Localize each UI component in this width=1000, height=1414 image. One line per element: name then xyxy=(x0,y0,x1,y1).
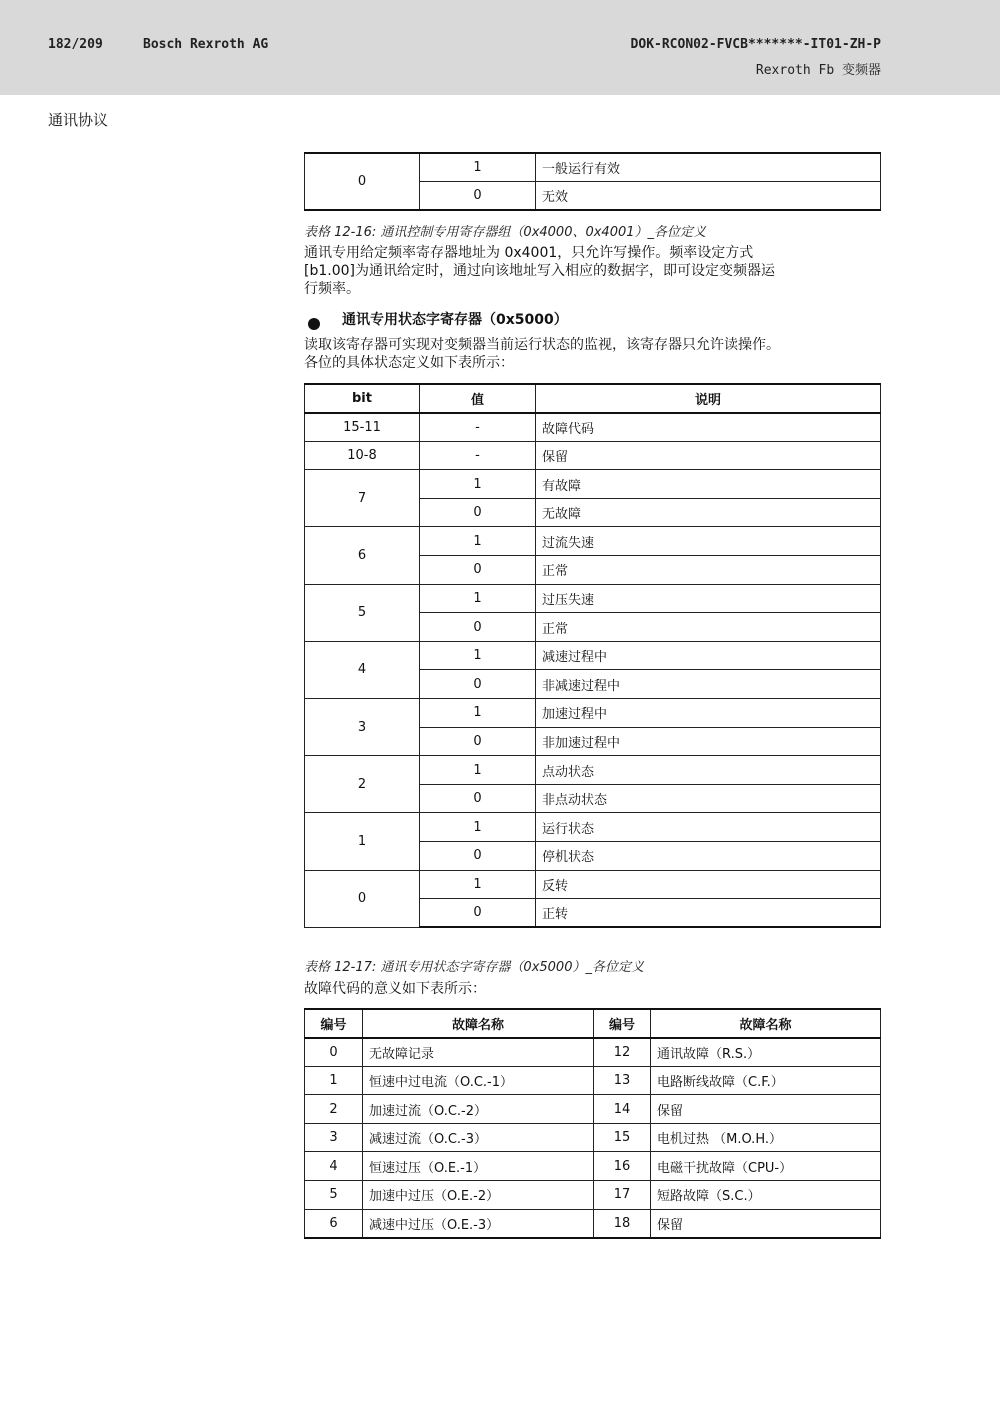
column-header-code: 编号 xyxy=(305,1009,363,1038)
desc-cell: 有故障 xyxy=(536,470,881,499)
desc-cell: 故障代码 xyxy=(536,413,881,442)
value-cell: 1 xyxy=(420,870,536,899)
control-register-table-continued xyxy=(304,152,881,211)
column-header-description: 说明 xyxy=(536,384,881,413)
code-cell: 6 xyxy=(305,1209,363,1238)
table-header-row xyxy=(305,384,881,413)
bit-cell: 1 xyxy=(305,813,420,870)
paragraph-line: [b1.00]为通讯给定时，通过向该地址写入相应的数据字，即可设定变频器运 xyxy=(304,263,775,279)
paragraph-status-register xyxy=(304,336,881,372)
desc-cell: 过压失速 xyxy=(536,584,881,613)
code-cell: 13 xyxy=(594,1066,651,1095)
code-cell: 18 xyxy=(594,1209,651,1238)
value-cell: 1 xyxy=(420,813,536,842)
table-row xyxy=(305,1123,881,1152)
code-cell: 5 xyxy=(305,1181,363,1210)
value-cell: 1 xyxy=(420,527,536,556)
fault-name-cell: 电路断线故障（C.F.） xyxy=(651,1066,881,1095)
desc-cell: 正转 xyxy=(536,899,881,928)
page-header xyxy=(0,0,1000,95)
desc-cell: 正常 xyxy=(536,613,881,642)
desc-cell: 非加速过程中 xyxy=(536,727,881,756)
desc-cell: 无效 xyxy=(536,182,881,211)
column-header-fault-name: 故障名称 xyxy=(651,1009,881,1038)
bit-cell: 2 xyxy=(305,756,420,813)
fault-name-cell: 保留 xyxy=(651,1209,881,1238)
paragraph-line: 通讯专用给定频率寄存器地址为 0x4001，只允许写操作。频率设定方式 xyxy=(304,245,754,261)
table-row xyxy=(305,527,881,556)
fault-name-cell: 减速中过压（O.E.-3） xyxy=(363,1209,594,1238)
table-row xyxy=(305,1066,881,1095)
fault-name-cell: 短路故障（S.C.） xyxy=(651,1181,881,1210)
column-header-code: 编号 xyxy=(594,1009,651,1038)
table-header-row xyxy=(305,1009,881,1038)
table-row xyxy=(305,413,881,442)
bit-cell: 15-11 xyxy=(305,413,420,442)
table-caption-12-16: 表格 12-16: 通讯控制专用寄存器组（0x4000、0x4001）_各位定义 xyxy=(304,225,707,240)
table-row xyxy=(305,813,881,842)
table-row xyxy=(305,641,881,670)
value-cell: 1 xyxy=(420,470,536,499)
fault-name-cell: 电机过热 （M.O.H.） xyxy=(651,1123,881,1152)
bit-cell: 10-8 xyxy=(305,441,420,470)
fault-name-cell: 加速中过压（O.E.-2） xyxy=(363,1181,594,1210)
company-name: Bosch Rexroth AG xyxy=(143,37,269,52)
table-row xyxy=(305,1038,881,1067)
value-cell: 0 xyxy=(420,182,536,211)
value-cell: 0 xyxy=(420,498,536,527)
table-row xyxy=(305,1181,881,1210)
value-cell: 0 xyxy=(420,899,536,928)
value-cell: - xyxy=(420,413,536,442)
table-row xyxy=(305,470,881,499)
product-name: Rexroth Fb 变频器 xyxy=(755,63,881,78)
code-cell: 16 xyxy=(594,1152,651,1181)
status-word-table xyxy=(304,383,881,928)
code-cell: 0 xyxy=(305,1038,363,1067)
desc-cell: 保留 xyxy=(536,441,881,470)
paragraph-line: 各位的具体状态定义如下表所示： xyxy=(304,355,514,371)
code-cell: 12 xyxy=(594,1038,651,1067)
bullet-icon xyxy=(308,318,320,330)
paragraph-line: 读取该寄存器可实现对变频器当前运行状态的监视，该寄存器只允许读操作。 xyxy=(304,337,780,353)
desc-cell: 反转 xyxy=(536,870,881,899)
bullet-heading: 通讯专用状态字寄存器（0x5000） xyxy=(342,312,568,328)
value-cell: 1 xyxy=(420,641,536,670)
paragraph-fault-codes: 故障代码的意义如下表所示： xyxy=(304,981,486,997)
document-id: DOK-RCON02-FVCB*******-IT01-ZH-P xyxy=(630,37,881,52)
code-cell: 1 xyxy=(305,1066,363,1095)
section-title: 通讯协议 xyxy=(48,111,109,129)
value-cell: 1 xyxy=(420,584,536,613)
code-cell: 17 xyxy=(594,1181,651,1210)
desc-cell: 非点动状态 xyxy=(536,784,881,813)
table-row xyxy=(305,1209,881,1238)
bit-cell: 6 xyxy=(305,527,420,584)
table-row xyxy=(305,153,881,182)
desc-cell: 点动状态 xyxy=(536,756,881,785)
desc-cell: 一般运行有效 xyxy=(536,153,881,182)
value-cell: 1 xyxy=(420,756,536,785)
code-cell: 14 xyxy=(594,1095,651,1124)
table-row xyxy=(305,1095,881,1124)
value-cell: 0 xyxy=(420,613,536,642)
desc-cell: 无故障 xyxy=(536,498,881,527)
value-cell: 0 xyxy=(420,784,536,813)
value-cell: 0 xyxy=(420,727,536,756)
fault-name-cell: 电磁干扰故障（CPU-） xyxy=(651,1152,881,1181)
table-row xyxy=(305,756,881,785)
desc-cell: 过流失速 xyxy=(536,527,881,556)
value-cell: - xyxy=(420,441,536,470)
code-cell: 15 xyxy=(594,1123,651,1152)
column-header-value: 值 xyxy=(420,384,536,413)
desc-cell: 非减速过程中 xyxy=(536,670,881,699)
value-cell: 0 xyxy=(420,556,536,585)
fault-code-table xyxy=(304,1008,881,1239)
code-cell: 2 xyxy=(305,1095,363,1124)
bit-cell: 0 xyxy=(305,870,420,927)
desc-cell: 运行状态 xyxy=(536,813,881,842)
table-row xyxy=(305,441,881,470)
paragraph-line: 行频率。 xyxy=(304,281,360,297)
fault-name-cell: 恒速中过电流（O.C.-1） xyxy=(363,1066,594,1095)
bit-cell: 7 xyxy=(305,470,420,527)
fault-name-cell: 加速过流（O.C.-2） xyxy=(363,1095,594,1124)
column-header-fault-name: 故障名称 xyxy=(363,1009,594,1038)
table-caption-12-17: 表格 12-17: 通讯专用状态字寄存器（0x5000）_各位定义 xyxy=(304,960,644,975)
fault-name-cell: 减速过流（O.C.-3） xyxy=(363,1123,594,1152)
bit-cell: 3 xyxy=(305,699,420,756)
table-row xyxy=(305,584,881,613)
paragraph-frequency-register xyxy=(304,244,881,298)
desc-cell: 正常 xyxy=(536,556,881,585)
desc-cell: 停机状态 xyxy=(536,842,881,871)
desc-cell: 加速过程中 xyxy=(536,699,881,728)
bit-cell: 4 xyxy=(305,641,420,698)
value-cell: 0 xyxy=(420,842,536,871)
fault-name-cell: 无故障记录 xyxy=(363,1038,594,1067)
fault-name-cell: 通讯故障（R.S.） xyxy=(651,1038,881,1067)
bit-cell: 5 xyxy=(305,584,420,641)
fault-name-cell: 保留 xyxy=(651,1095,881,1124)
value-cell: 0 xyxy=(420,670,536,699)
bit-cell: 0 xyxy=(305,153,420,210)
value-cell: 1 xyxy=(420,699,536,728)
table-row xyxy=(305,1152,881,1181)
fault-name-cell: 恒速过压（O.E.-1） xyxy=(363,1152,594,1181)
table-row xyxy=(305,699,881,728)
column-header-bit: bit xyxy=(305,384,420,413)
page-number: 182/209 xyxy=(48,37,103,52)
code-cell: 4 xyxy=(305,1152,363,1181)
table-row xyxy=(305,870,881,899)
desc-cell: 减速过程中 xyxy=(536,641,881,670)
value-cell: 1 xyxy=(420,153,536,182)
code-cell: 3 xyxy=(305,1123,363,1152)
